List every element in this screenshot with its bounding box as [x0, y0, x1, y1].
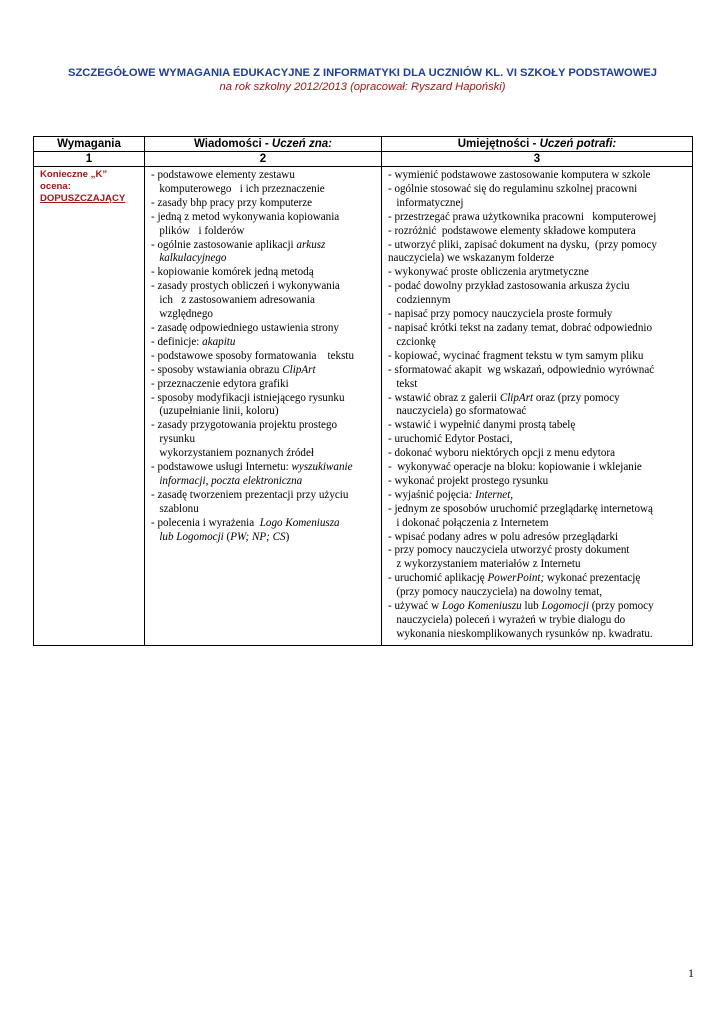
knowledge-line-text: poczta elektroniczna	[211, 474, 303, 487]
skills-line	[388, 586, 690, 600]
skills-line	[388, 336, 690, 350]
skills-line	[388, 322, 690, 336]
knowledge-line-text: lub Logomocji	[159, 530, 224, 543]
skills-line	[388, 405, 690, 419]
header-knowledge-em: Uczeń zna:	[271, 138, 332, 150]
knowledge-line-text: względnego	[151, 308, 213, 321]
knowledge-line	[151, 211, 379, 225]
document-subtitle: na rok szkolny 2012/2013 (opracował: Ryszard Hapoński)	[219, 81, 506, 93]
knowledge-line	[151, 475, 379, 489]
knowledge-line	[151, 225, 379, 239]
skills-line-text: informatycznej	[388, 196, 464, 209]
column-number-2: 2	[145, 152, 382, 167]
knowledge-line-text: kalkulacyjnego	[159, 252, 227, 265]
knowledge-line	[151, 169, 379, 183]
skills-line-text: z wykorzystaniem materiałów z Internetu	[388, 558, 581, 571]
column-number-3: 3	[382, 152, 693, 167]
skills-line-text: nauczyciela) go sformatować	[388, 405, 527, 418]
skills-line-text: - kopiować, wycinać fragment tekstu w tym samym pliku	[388, 349, 644, 362]
knowledge-line-text: - podstawowe usługi Internetu:	[151, 461, 292, 474]
skills-line-text: czcionkę	[388, 335, 436, 348]
skills-line-text: oraz (przy pomocy	[533, 391, 620, 404]
skills-line	[388, 211, 690, 225]
skills-line-text: - napisać przy pomocy nauczyciela proste formuły	[388, 308, 613, 321]
skills-line	[388, 489, 690, 503]
knowledge-line	[151, 239, 379, 253]
column-number-1: 1	[34, 152, 145, 167]
skills-line	[388, 461, 690, 475]
skills-line	[388, 544, 690, 558]
knowledge-cell	[145, 167, 382, 646]
header-skills-em: Uczeń potrafi:	[539, 138, 617, 150]
skills-line	[388, 225, 690, 239]
skills-line	[388, 266, 690, 280]
knowledge-line	[151, 364, 379, 378]
knowledge-line-text: PW; NP; CS	[230, 530, 286, 543]
skills-line-text: (przy pomocy	[588, 600, 654, 613]
skills-line-text: i dokonać połączenia z Internetem	[388, 516, 549, 529]
skills-line	[388, 600, 690, 614]
knowledge-line-text: ,	[205, 474, 212, 487]
skills-line-text: - wymienić podstawowe zastosowanie komputera w szkole	[388, 169, 651, 181]
requirement-level-name: Konieczne „K”	[40, 169, 108, 180]
knowledge-line-text: - polecenia i wyrażenia	[151, 516, 260, 529]
knowledge-line	[151, 197, 379, 211]
knowledge-line	[151, 405, 379, 419]
knowledge-line-text: informacji	[159, 474, 206, 487]
header-knowledge	[145, 137, 382, 152]
skills-list	[382, 167, 692, 645]
header-row	[34, 137, 693, 152]
skills-line	[388, 517, 690, 531]
skills-line-text: - przy pomocy nauczyciela utworzyć prosty dokument	[388, 544, 630, 557]
skills-line	[388, 558, 690, 572]
skills-line	[388, 531, 690, 545]
page-number: 1	[688, 966, 694, 980]
header-knowledge-prefix: Wiadomości -	[194, 138, 272, 150]
skills-line	[388, 447, 690, 461]
skills-line-text: tekst	[388, 377, 418, 390]
skills-line	[388, 294, 690, 308]
knowledge-line-text: - zasady przygotowania projektu prostego	[151, 419, 338, 432]
skills-line-text: - przestrzegać prawa użytkownika pracowni komputerowej	[388, 210, 657, 223]
knowledge-line	[151, 322, 379, 336]
skills-cell	[382, 167, 693, 646]
skills-line-text: (przy pomocy nauczyciela) na dowolny temat,	[388, 586, 603, 599]
knowledge-line	[151, 447, 379, 461]
knowledge-line-text: - zasady prostych obliczeń i wykonywania	[151, 280, 340, 293]
skills-line-text: - uruchomić aplikację	[388, 572, 488, 585]
knowledge-list	[145, 167, 381, 547]
knowledge-line	[151, 280, 379, 294]
skills-line-text: - uruchomić Edytor Postaci	[388, 433, 510, 446]
requirement-grade: DOPUSZCZAJĄCY	[40, 193, 126, 204]
skills-line-text: - ogólnie stosować się do regulaminu szkolnej pracowni	[388, 182, 638, 195]
skills-line-text: nauczyciela) we wskazanym folderze	[388, 252, 555, 265]
knowledge-line	[151, 308, 379, 322]
knowledge-line	[151, 461, 379, 475]
header-skills	[382, 137, 693, 152]
skills-line-text: - rozróżnić podstawowe elementy składowe komputera	[388, 224, 636, 237]
skills-line-text: - utworzyć pliki, zapisać dokument na dysku, (przy pomocy	[388, 238, 657, 251]
skills-line	[388, 252, 690, 266]
knowledge-line-text: - definicje:	[151, 335, 203, 348]
knowledge-line-text: (	[223, 530, 231, 543]
skills-line	[388, 239, 690, 253]
knowledge-line-text: - zasady bhp pracy przy komputerze	[151, 196, 313, 209]
skills-line-text: - wykonywać proste obliczenia arytmetyczne	[388, 266, 589, 279]
knowledge-line-text: - zasadę tworzeniem prezentacji przy użyciu	[151, 488, 349, 501]
knowledge-line-text: - ogólnie zastosowanie aplikacji	[151, 238, 297, 251]
skills-line	[388, 280, 690, 294]
skills-line	[388, 183, 690, 197]
document-title: SZCZEGÓŁOWE WYMAGANIA EDUKACYJNE Z INFORMATYKI DLA UCZNIÓW KL. VI SZKOŁY PODSTAWOWEJ	[68, 67, 657, 79]
skills-line	[388, 392, 690, 406]
knowledge-line-text: - jedną z metod wykonywania kopiowania	[151, 210, 340, 223]
knowledge-line-text: )	[285, 530, 290, 543]
skills-line-text: - wstawić obraz z galerii	[388, 391, 500, 404]
knowledge-line-text: ClipArt	[282, 363, 316, 376]
skills-line	[388, 169, 690, 183]
knowledge-line	[151, 433, 379, 447]
skills-line-text: - dokonać wyboru niektórych opcji z menu edytora	[388, 447, 616, 460]
skills-line-text: Logomocji	[541, 600, 589, 613]
knowledge-line-text: wykorzystaniem poznanych źródeł	[151, 447, 314, 460]
skills-line-text: : Internet,	[468, 488, 514, 501]
skills-line-text: - napisać krótki tekst na zadany temat, dobrać odpowiednio	[388, 321, 653, 334]
skills-line	[388, 378, 690, 392]
knowledge-line-text: - zasadę odpowiedniego ustawienia strony	[151, 321, 339, 334]
knowledge-line-text: Logo Komeniusza	[259, 516, 340, 529]
skills-line	[388, 503, 690, 517]
skills-line	[388, 197, 690, 211]
knowledge-line-text: - podstawowe elementy zestawu	[151, 169, 295, 181]
skills-line-text: - jednym ze sposobów uruchomić przeglądarkę internetową	[388, 502, 653, 515]
knowledge-line	[151, 294, 379, 308]
knowledge-line-text: akapitu	[202, 335, 236, 348]
knowledge-line	[151, 266, 379, 280]
skills-line	[388, 364, 690, 378]
skills-line-text: ClipArt	[499, 391, 534, 404]
knowledge-line-text: plików i folderów	[151, 224, 245, 237]
requirements-row	[34, 167, 693, 646]
skills-line-text: PowerPoint;	[487, 572, 545, 585]
knowledge-line	[151, 252, 379, 266]
header-skills-prefix: Umiejętności -	[457, 138, 540, 150]
skills-line	[388, 628, 690, 642]
knowledge-line-text: - podstawowe sposoby formatowania tekstu	[151, 349, 355, 362]
knowledge-line-text: - sposoby modyfikacji istniejącego rysunku	[151, 391, 345, 404]
skills-line-text: - wpisać podany adres w polu adresów przeglądarki	[388, 530, 619, 543]
skills-line-text: ,	[509, 433, 513, 446]
skills-line-text: codziennym	[388, 294, 451, 307]
knowledge-line	[151, 378, 379, 392]
knowledge-line	[151, 336, 379, 350]
skills-line	[388, 419, 690, 433]
skills-line-text: nauczyciela) poleceń i wyrażeń w trybie dialogu do	[388, 614, 626, 626]
requirements-table	[33, 136, 693, 646]
skills-line	[388, 308, 690, 322]
knowledge-line	[151, 350, 379, 364]
skills-line-text: - wykonać projekt prostego rysunku	[388, 474, 549, 487]
skills-line-text: - używać w	[388, 600, 442, 613]
knowledge-line	[151, 489, 379, 503]
knowledge-line-text: - sposoby wstawiania obrazu	[151, 363, 283, 376]
knowledge-line	[151, 531, 379, 545]
knowledge-line-text: - kopiowanie komórek jedną metodą	[151, 266, 314, 279]
skills-line	[388, 475, 690, 489]
skills-line-text: Logo Komeniuszu	[441, 600, 522, 613]
knowledge-line	[151, 517, 379, 531]
knowledge-line	[151, 419, 379, 433]
knowledge-line-text: komputerowego i ich przeznaczenie	[151, 182, 325, 195]
skills-line-text: wykonać prezentację	[544, 572, 641, 585]
skills-line	[388, 433, 690, 447]
skills-line-text: - sformatować akapit wg wskazań, odpowiednio wyrównać	[388, 363, 655, 376]
knowledge-line-text: szablonu	[151, 502, 199, 515]
knowledge-line	[151, 183, 379, 197]
skills-line-text: - wyjaśnić pojęcia	[388, 488, 469, 501]
knowledge-line-text: ich z zastosowaniem adresowania	[151, 294, 315, 307]
column-number-row	[34, 152, 693, 167]
requirement-level-cell	[34, 167, 145, 646]
skills-line-text: - wstawić i wypełnić danymi prostą tabelę	[388, 419, 576, 432]
skills-line	[388, 350, 690, 364]
knowledge-line-text: arkusz	[296, 238, 326, 251]
skills-line-text: lub	[521, 600, 542, 613]
skills-line-text: - podać dowolny przykład zastosowania arkusza życiu	[388, 280, 630, 293]
skills-line-text: - wykonywać operacje na bloku: kopiowanie i wklejanie	[388, 461, 642, 474]
skills-line	[388, 614, 690, 628]
knowledge-line	[151, 392, 379, 406]
knowledge-line	[151, 503, 379, 517]
skills-line	[388, 572, 690, 586]
knowledge-line-text: wyszukiwanie	[291, 461, 353, 474]
knowledge-line-text: rysunku	[151, 433, 196, 446]
knowledge-line-text: (uzupełnianie linii, koloru)	[151, 405, 279, 418]
knowledge-line-text: - przeznaczenie edytora grafiki	[151, 377, 289, 390]
header-requirements: Wymagania	[34, 137, 145, 152]
skills-line-text: wykonania nieskomplikowanych rysunków np. kwadratu.	[388, 627, 653, 640]
requirement-grade-label: ocena:	[40, 181, 71, 192]
